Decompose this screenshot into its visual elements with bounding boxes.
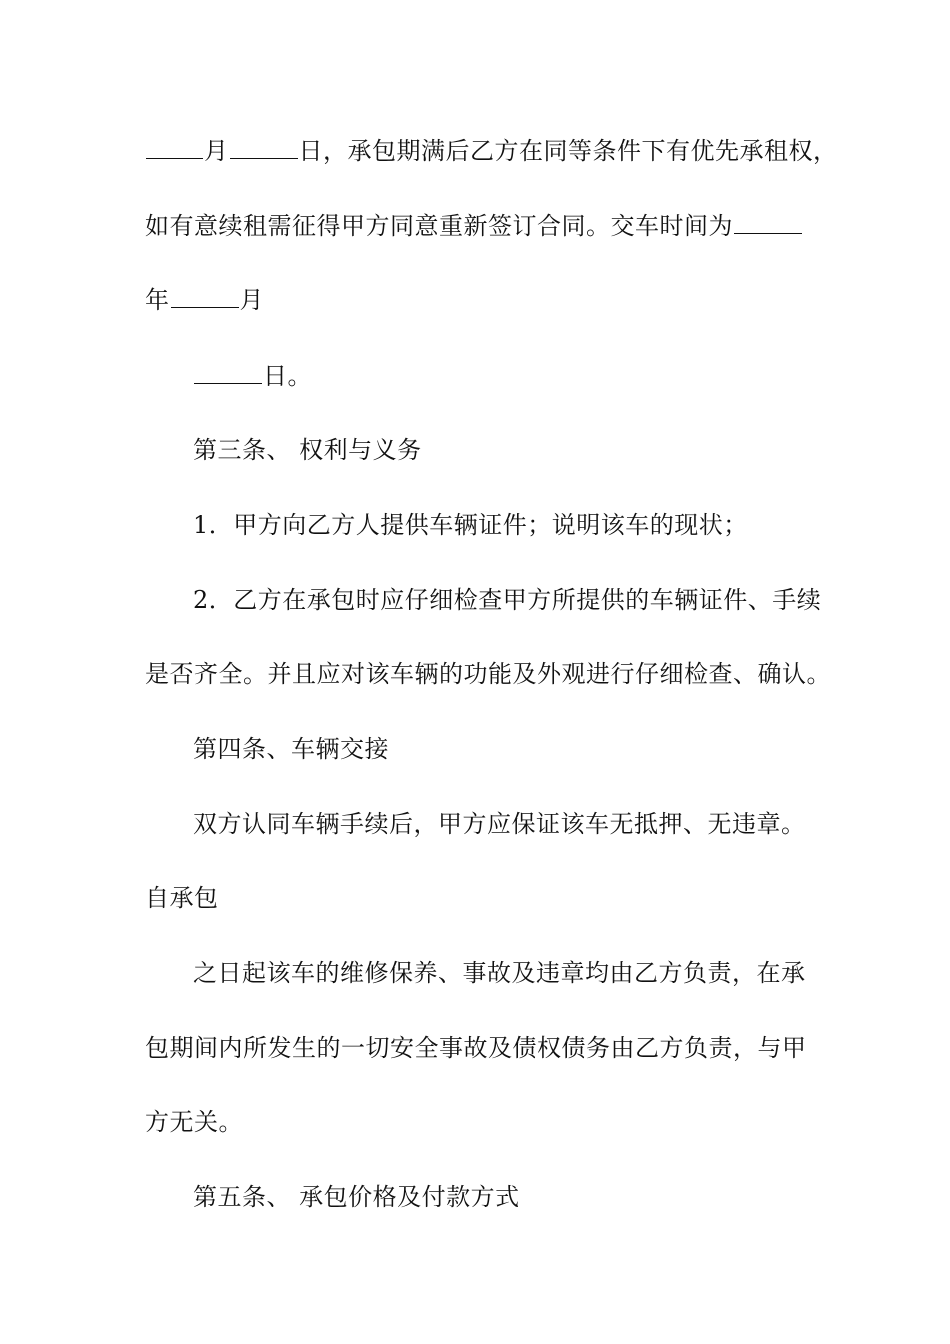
blank-field xyxy=(194,361,262,384)
paragraph-line: 方无关。 xyxy=(145,1108,243,1136)
blank-field xyxy=(230,136,298,159)
paragraph-line: 是否齐全。并且应对该车辆的功能及外观进行仔细检查、确认。 xyxy=(145,660,831,688)
blank-field xyxy=(146,136,203,159)
line-text: 日。 xyxy=(263,362,312,390)
section-heading: 第五条、 承包价格及付款方式 xyxy=(193,1183,520,1211)
line-text: 如有意续租需征得甲方同意重新签订合同。交车时间为 xyxy=(145,212,733,240)
section-heading: 第三条、 权利与义务 xyxy=(193,436,422,464)
paragraph-line: 双方认同车辆手续后，甲方应保证该车无抵押、无违章。 xyxy=(193,810,806,838)
paragraph-line: 自承包 xyxy=(145,884,219,912)
paragraph-line: 包期间内所发生的一切安全事故及债权债务由乙方负责，与甲 xyxy=(145,1034,807,1062)
line-text: 月 xyxy=(239,286,264,314)
paragraph-line xyxy=(145,211,803,241)
line-text: 日，承包期满后乙方在同等条件下有优先承租权， xyxy=(298,137,838,165)
paragraph-line xyxy=(193,361,312,391)
paragraph-line: 2．乙方在承包时应仔细检查甲方所提供的车辆证件、手续 xyxy=(193,586,822,614)
paragraph-line: 之日起该车的维修保养、事故及违章均由乙方负责，在承 xyxy=(193,959,806,987)
section-heading: 第四条、车辆交接 xyxy=(193,735,389,763)
line-text: 月 xyxy=(204,137,229,165)
line-text: 年 xyxy=(145,286,170,314)
blank-field xyxy=(171,285,239,308)
paragraph-line: 1．甲方向乙方人提供车辆证件；说明该车的现状； xyxy=(193,511,748,539)
blank-field xyxy=(734,211,802,234)
paragraph-line xyxy=(145,285,264,315)
paragraph-line xyxy=(145,136,838,166)
